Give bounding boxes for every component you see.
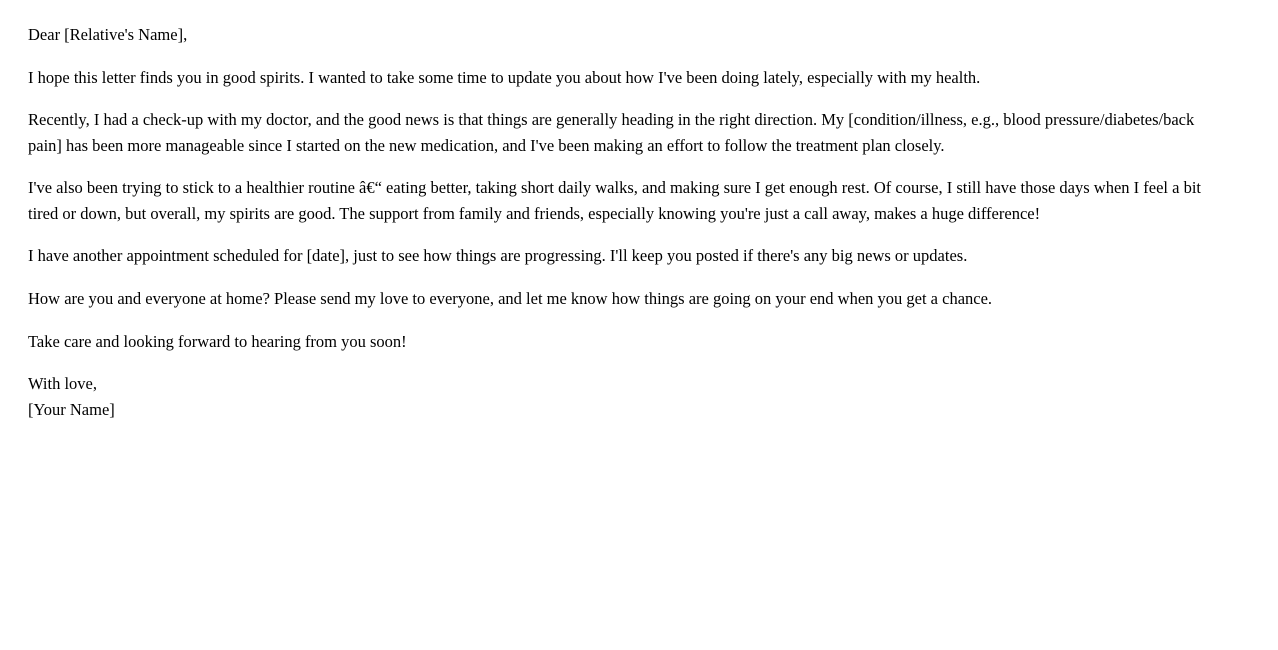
signature-name: [Your Name]	[28, 399, 115, 419]
paragraph-4: I have another appointment scheduled for [date], just to see how things are progressing. I'll keep you posted if there's any big news or updates.	[28, 246, 968, 266]
salutation: Dear [Relative's Name],	[28, 25, 188, 44]
paragraph-5: How are you and everyone at home? Please send my love to everyone, and let me know how things are going on your end when you get a chance.	[28, 288, 993, 308]
paragraph-6: Take care and looking forward to hearing from you soon!	[28, 331, 407, 351]
paragraph-3: I've also been trying to stick to a healthier routine â€“ eating better, taking short daily walks, and making sure I get enough rest. Of course, I still have those days when I feel a bit tired or down, but overall, my spirits are good. The support from family and friends, especially knowing you're just a call away, makes a huge difference!	[28, 178, 1202, 223]
closing-phrase: With love,	[28, 374, 97, 394]
signoff-block	[28, 371, 1224, 422]
paragraph-1: I hope this letter finds you in good spirits. I wanted to take some time to update you about how I've been doing lately, especially with my health.	[28, 67, 981, 87]
paragraph-2: Recently, I had a check-up with my doctor, and the good news is that things are generally heading in the right direction. My [condition/illness, e.g., blood pressure/diabetes/back pain] has been more manageable since I started on the new medication, and I've been making an effort to follow the treatment plan closely.	[28, 110, 1195, 155]
